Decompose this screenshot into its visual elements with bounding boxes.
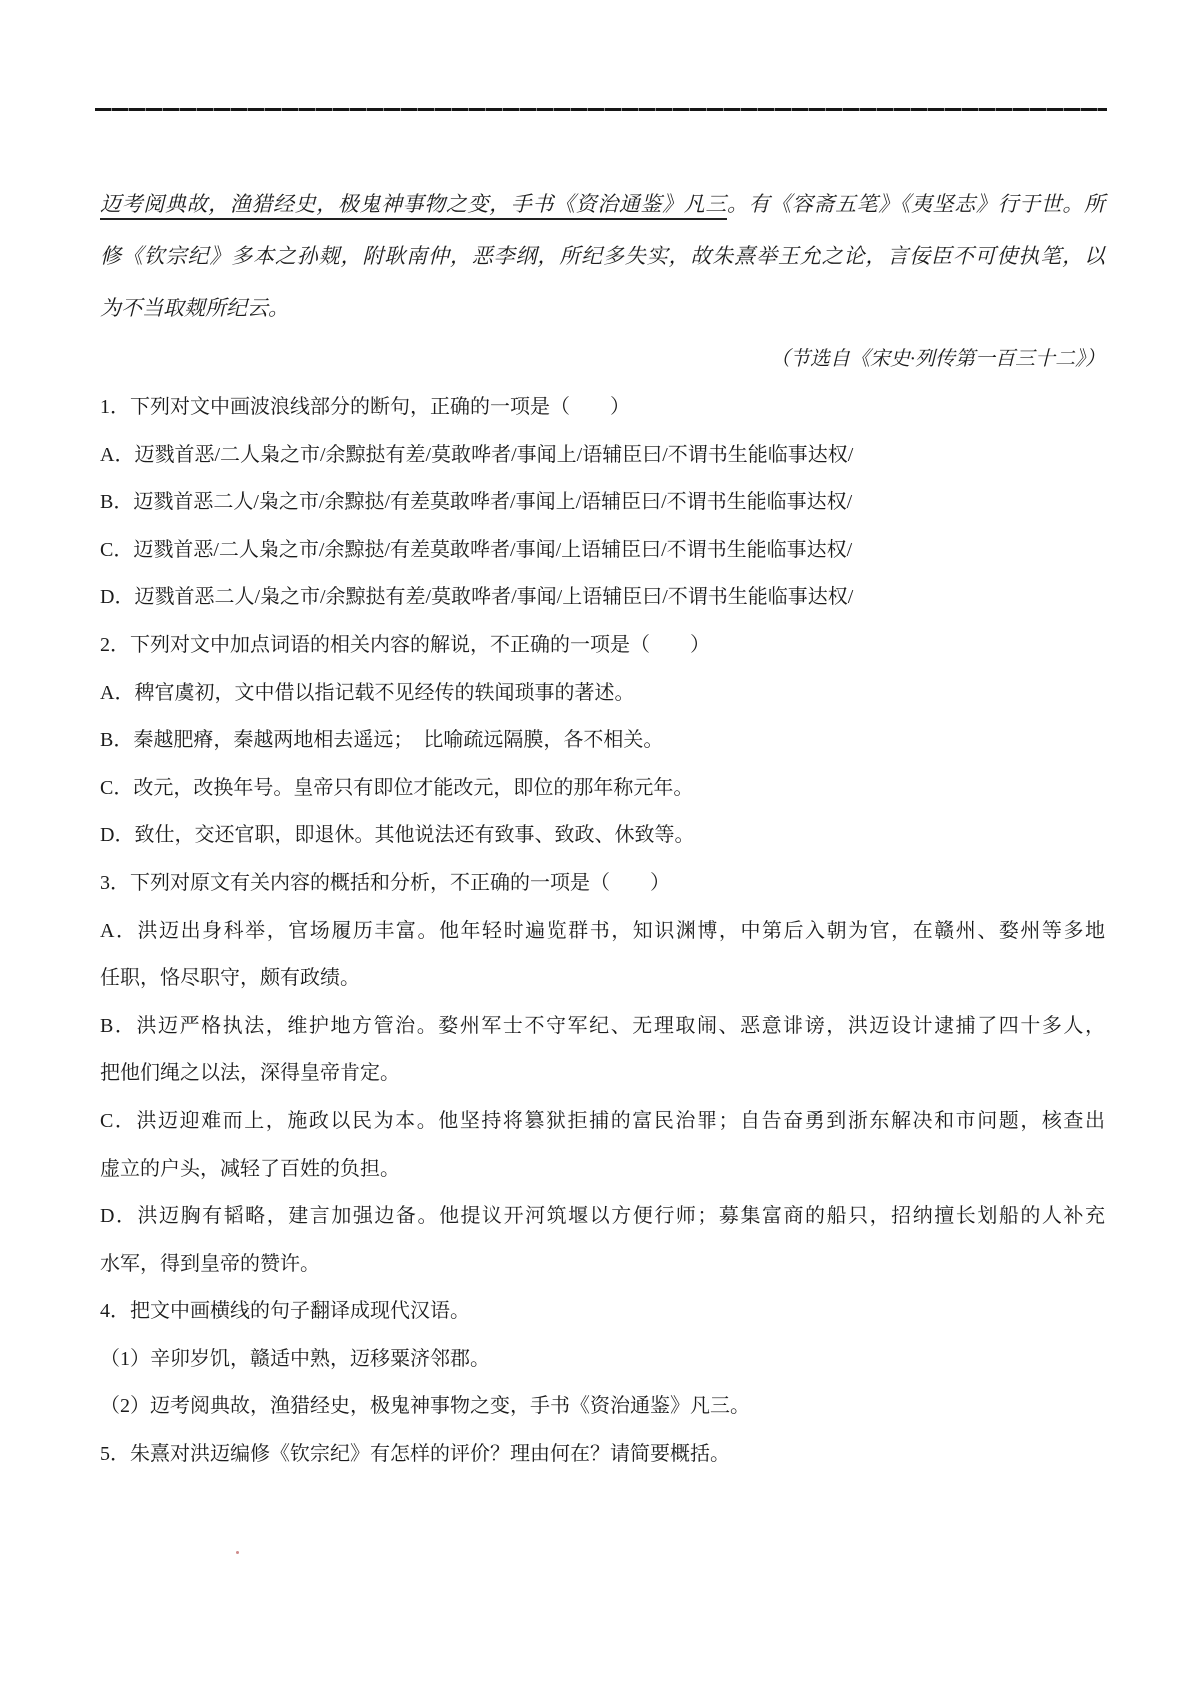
question-2-option-c: C．改元，改换年号。皇帝只有即位才能改元，即位的那年称元年。 — [100, 776, 694, 799]
passage-line-1-rest: 。有《容斋五笔》《夷坚志》行于世。所 — [726, 192, 1106, 216]
question-3-option-a-line-1: A．洪迈出身科举，官场履历丰富。他年轻时遍览群书，知识渊博，中第后入朝为官，在赣州、婺州等多地 — [100, 919, 1105, 942]
question-1-option-c: C．迈戮首恶/二人枭之市/余黥挞/有差莫敢哗者/事闻/上语辅臣曰/不谓书生能临事达权/ — [100, 538, 853, 561]
passage-line-1 — [100, 178, 1105, 230]
question-1-option-d: D．迈戮首恶二人/枭之市/余黥挞有差/莫敢哗者/事闻/上语辅臣曰/不谓书生能临事达权/ — [100, 586, 854, 609]
passage-line-3: 为不当取觌所纪云。 — [100, 296, 289, 320]
question-3-option-a-line-2: 任职，恪尽职守，颇有政绩。 — [100, 967, 360, 990]
question-4-stem: 4．把文中画横线的句子翻译成现代汉语。 — [100, 1300, 470, 1323]
question-1-option-b: B．迈戮首恶二人/枭之市/余黥挞/有差莫敢哗者/事闻上/语辅臣曰/不谓书生能临事达权/ — [100, 491, 853, 514]
scan-artifact-dot — [236, 1551, 239, 1554]
question-2-option-a: A．稗官虞初，文中借以指记载不见经传的轶闻琐事的著述。 — [100, 681, 635, 704]
question-2-option-b: B．秦越肥瘠，秦越两地相去遥远； 比喻疏远隔膜，各不相关。 — [100, 729, 664, 752]
question-3-option-c-line-1: C．洪迈迎难而上，施政以民为本。他坚持将篡狱拒捕的富民治罪；自告奋勇到浙东解决和市问题，核查出 — [100, 1109, 1105, 1132]
question-3-stem: 3．下列对原文有关内容的概括和分析，不正确的一项是（ ） — [100, 871, 670, 894]
question-2-option-d: D．致仕，交还官职，即退休。其他说法还有致事、致政、休致等。 — [100, 824, 695, 847]
underlined-translation-sentence: 迈考阅典故，渔猎经史，极鬼神事物之变，手书《资治通鉴》凡三 — [100, 192, 727, 220]
question-3-option-b-line-1: B．洪迈严格执法，维护地方管治。婺州军士不守军纪、无理取闹、恶意诽谤，洪迈设计逮捕了四十多人， — [100, 1014, 1105, 1037]
page-top-rule — [95, 108, 1107, 111]
question-1-option-a: A．迈戮首恶/二人枭之市/余黥挞有差/莫敢哗者/事闻上/语辅臣曰/不谓书生能临事达权/ — [100, 443, 854, 466]
question-1-stem: 1．下列对文中画波浪线部分的断句，正确的一项是（ ） — [100, 396, 630, 418]
question-5-stem: 5．朱熹对洪迈编修《钦宗纪》有怎样的评价？理由何在？请简要概括。 — [100, 1443, 730, 1466]
passage-line-2: 修《钦宗纪》多本之孙觌，附耿南仲，恶李纲，所纪多失实，故朱熹举王允之论，言佞臣不可使执笔，以 — [100, 244, 1105, 268]
question-3-option-b-line-2: 把他们绳之以法，深得皇帝肯定。 — [100, 1062, 400, 1085]
passage-source-citation: （节选自《宋史·列传第一百三十二》） — [770, 348, 1105, 370]
question-3-option-c-line-2: 虚立的户头，减轻了百姓的负担。 — [100, 1157, 400, 1180]
question-3-option-d-line-1: D．洪迈胸有韬略，建言加强边备。他提议开河筑堰以方便行师；募集富商的船只，招纳擅长划船的人补充 — [100, 1205, 1105, 1228]
question-4-part-1: （1）辛卯岁饥，赣适中熟，迈移粟济邻郡。 — [100, 1347, 490, 1370]
question-4-part-2: （2）迈考阅典故，渔猎经史，极鬼神事物之变，手书《资治通鉴》凡三。 — [100, 1395, 750, 1418]
page-content — [100, 178, 1105, 1479]
question-3-option-d-line-2: 水军，得到皇帝的赞许。 — [100, 1252, 320, 1275]
question-2-stem: 2．下列对文中加点词语的相关内容的解说，不正确的一项是（ ） — [100, 633, 710, 656]
